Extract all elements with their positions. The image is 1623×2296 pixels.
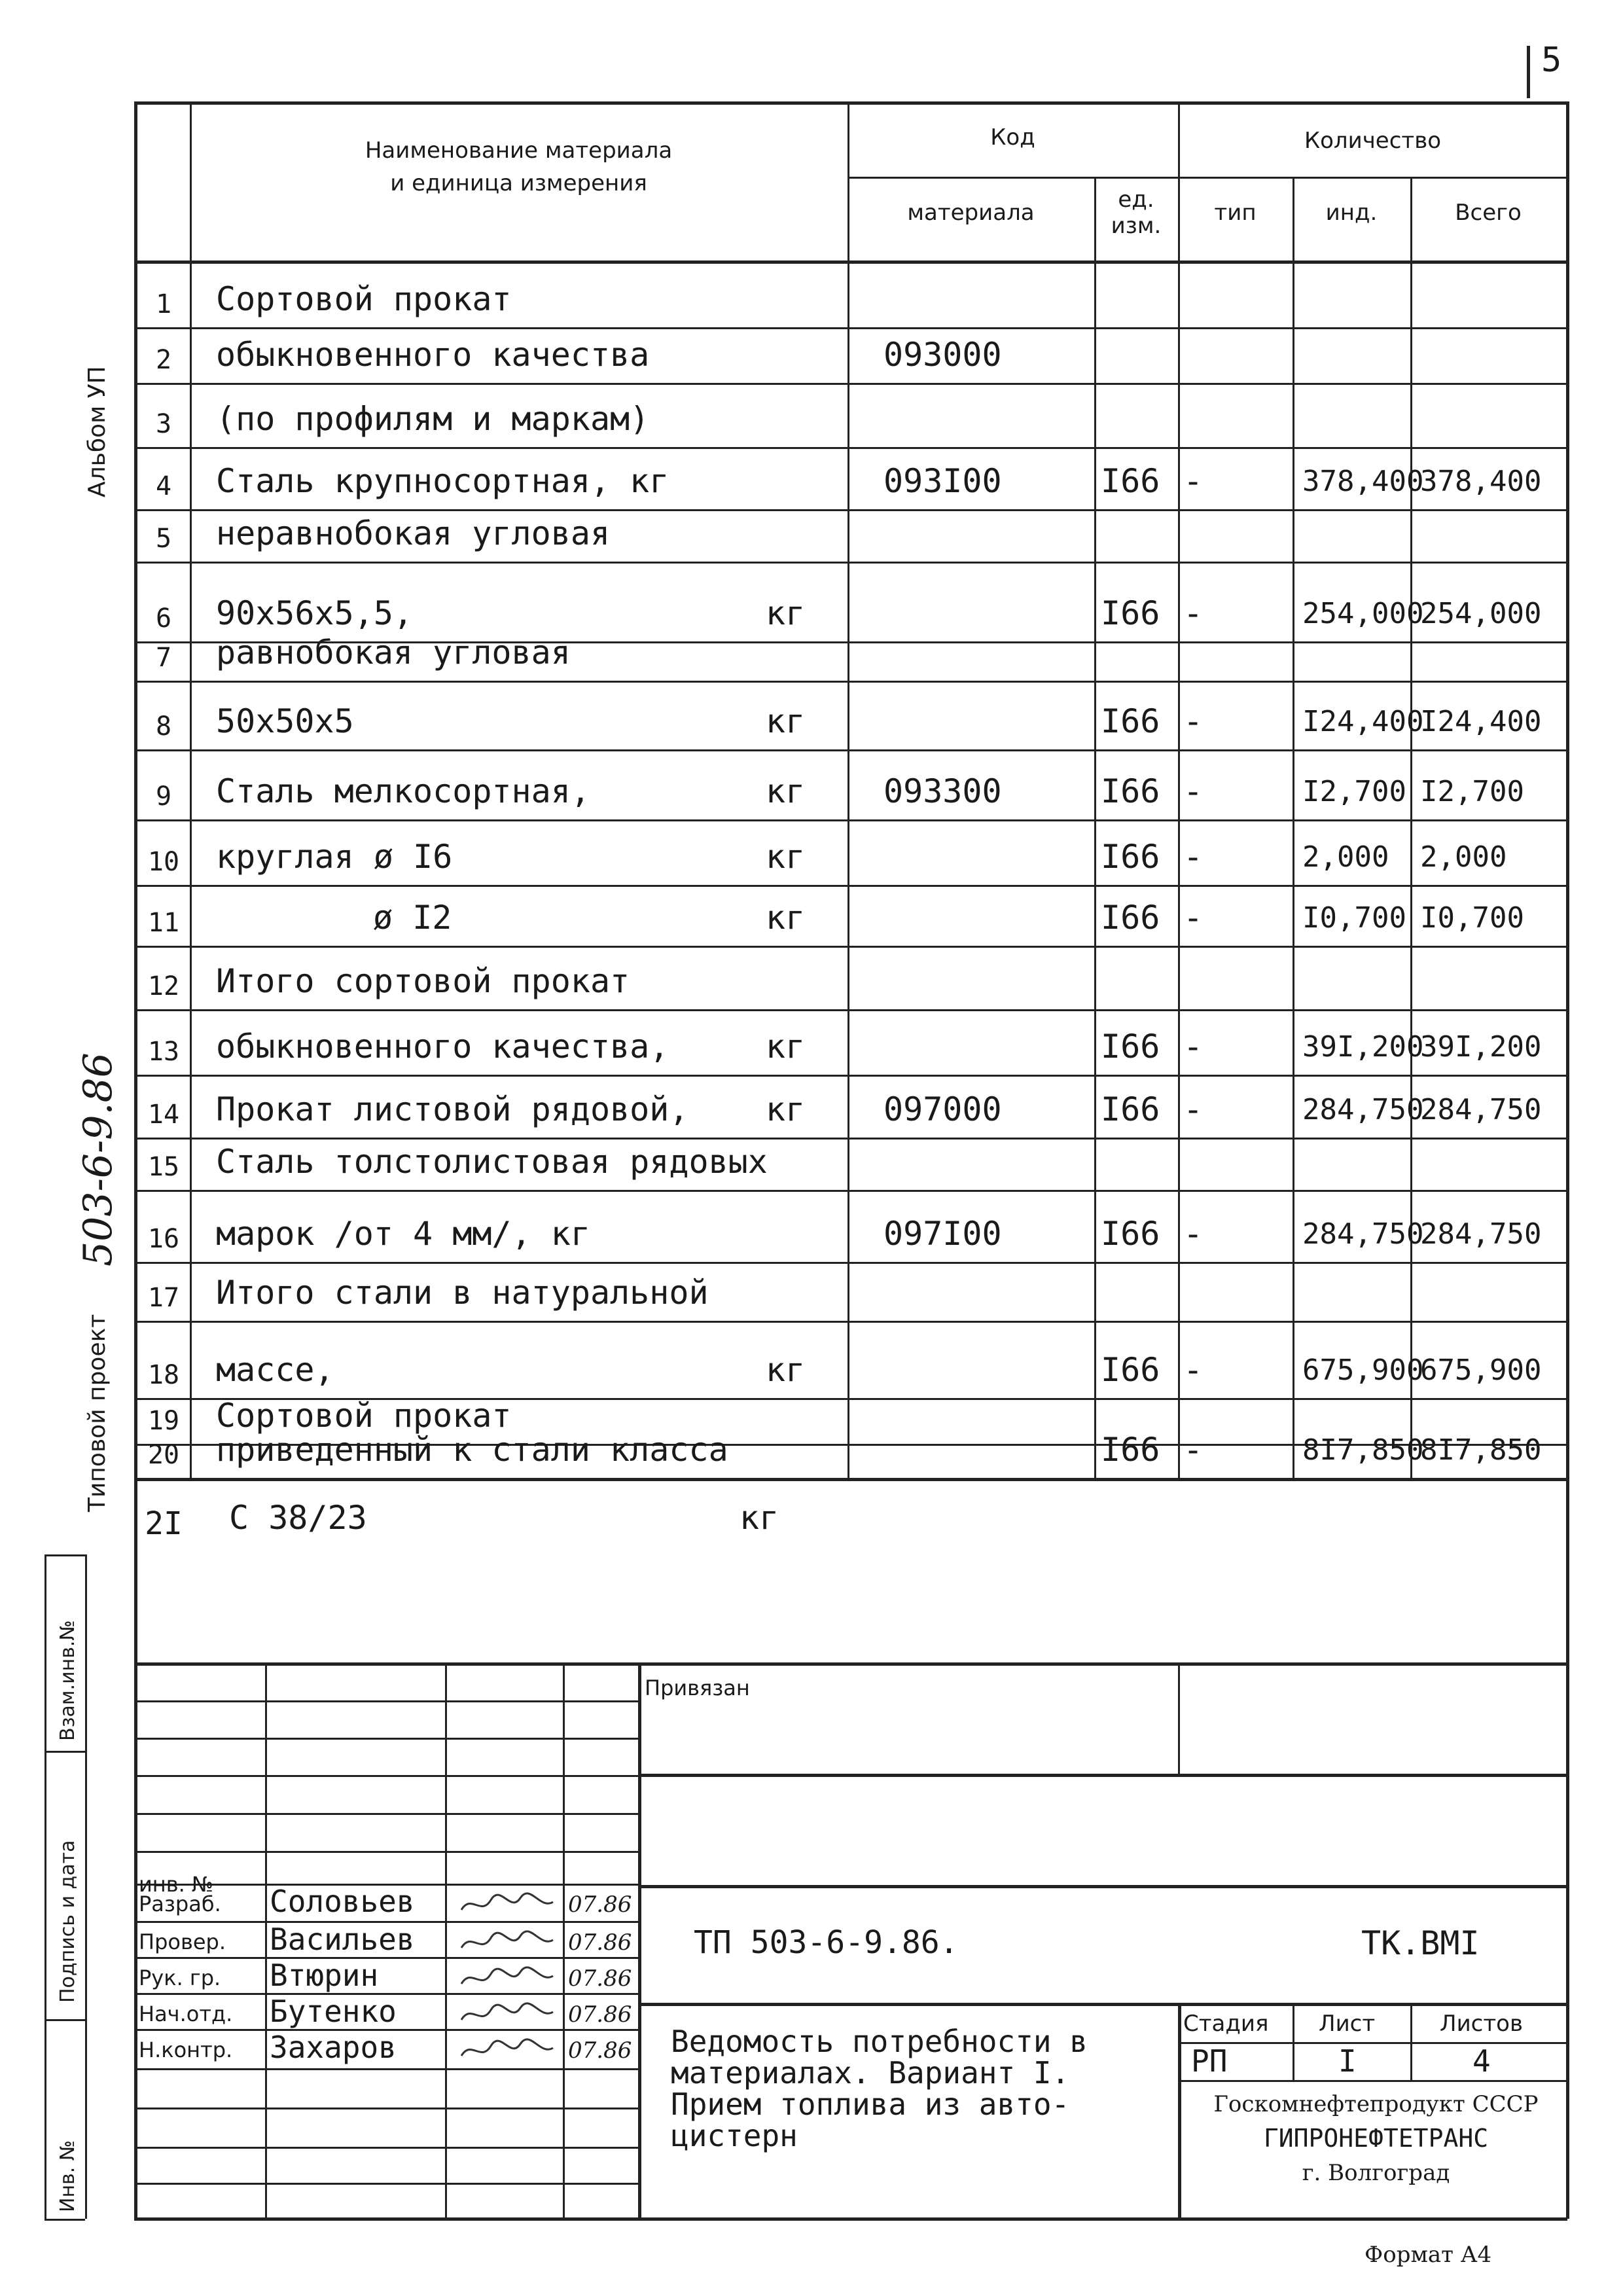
org-ministry: Госкомнефтепродукт СССР: [1213, 2091, 1539, 2117]
row-material-name: Сталь крупносортная, кг: [216, 462, 669, 500]
row-unit-code: I66: [1101, 1215, 1160, 1253]
row-ind: 254,000: [1302, 597, 1424, 630]
privyazan-label: Привязан: [645, 1676, 750, 1700]
row-material-name: обыкновенного качества,: [216, 1028, 669, 1066]
row-unit-code: I66: [1101, 838, 1160, 876]
row-number: 13: [147, 1037, 180, 1067]
row-divider: [134, 1138, 1567, 1139]
role-person-name: Втюрин: [270, 1958, 379, 1993]
col-num-line: [190, 101, 192, 1479]
col-ind-line: [1410, 177, 1412, 1479]
row-unit-code: I66: [1101, 594, 1160, 632]
stamp-code-top: [638, 1885, 1567, 1888]
role-label: Разраб.: [139, 1892, 221, 1916]
table-right: [1566, 101, 1569, 2219]
row21-unit: кг: [740, 1499, 779, 1537]
row-unit-code: I66: [1101, 1431, 1160, 1469]
row-ind: 675,900: [1302, 1354, 1424, 1387]
row-divider: [134, 885, 1567, 887]
row-divider: [134, 509, 1567, 511]
row-material-name: 90x56x5,5,: [216, 594, 414, 632]
row-typ: -: [1183, 594, 1204, 632]
row-number: 12: [147, 971, 180, 1001]
sig-col-1: [265, 1662, 267, 2219]
role-label: Рук. гр.: [139, 1965, 221, 1990]
sheet-label: Лист: [1319, 2011, 1376, 2037]
stamp-grid-line: [134, 2068, 638, 2070]
row-ind: 284,750: [1302, 1093, 1424, 1126]
sheet-value: I: [1338, 2043, 1357, 2079]
row-unit-text: кг: [766, 1351, 806, 1389]
margin-box-left: [45, 1554, 46, 2219]
row-unit-text: кг: [766, 1028, 806, 1066]
row-material-name: Сортовой прокат: [216, 1397, 512, 1435]
row-divider: [134, 1075, 1567, 1077]
stamp-left-sep: [638, 1662, 641, 2219]
row-typ: -: [1183, 702, 1204, 740]
role-label: Нач.отд.: [139, 2001, 233, 2026]
org-institute: ГИПРОНЕФТЕТРАНС: [1263, 2124, 1489, 2153]
stamp-stage-line2: [1178, 2080, 1567, 2082]
stamp-top: [134, 1662, 1567, 1666]
row-unit-text: кг: [766, 1090, 806, 1128]
row-material-name: (по профилям и маркам): [216, 400, 650, 438]
row-number: 7: [155, 643, 172, 673]
row-material-name: Сортовой прокат: [216, 280, 512, 318]
row-number: 11: [147, 908, 180, 938]
row-material-name: 50x50x5: [216, 702, 354, 740]
header-material: материала: [907, 200, 1035, 226]
row-number: 20: [147, 1440, 180, 1470]
row-divider: [134, 1009, 1567, 1011]
role-date: 07.86: [568, 2001, 632, 2028]
sig-col-3: [563, 1662, 565, 2219]
row-material-name: ø I2: [373, 899, 452, 937]
row-material-name: Итого стали в натуральной: [216, 1274, 709, 1312]
row-number: 4: [155, 471, 172, 501]
row-total: I2,700: [1420, 775, 1524, 808]
stamp-grid-line: [134, 2147, 638, 2149]
stamp-title-sep: [1178, 2003, 1181, 2219]
row-material-name: Прокат листовой рядовой,: [216, 1090, 689, 1128]
stamp-grid-line: [134, 1851, 638, 1853]
header-bottom: [134, 260, 1567, 264]
row-number: 18: [147, 1360, 180, 1390]
page-number-bar: [1527, 46, 1530, 98]
row-typ: -: [1183, 899, 1204, 937]
row-unit-code: I66: [1101, 772, 1160, 810]
format-label: Формат А4: [1364, 2242, 1492, 2268]
row-total: 2,000: [1420, 840, 1507, 874]
row-number: 16: [147, 1224, 180, 1254]
col-code-line: [847, 101, 849, 1479]
row-number: 3: [155, 409, 172, 439]
row-number: 5: [155, 524, 172, 554]
table-top: [134, 101, 1567, 105]
row-divider: [134, 819, 1567, 821]
stage-value: РП: [1191, 2043, 1228, 2079]
row-unit-text: кг: [766, 899, 806, 937]
row-unit-code: I66: [1101, 1028, 1160, 1066]
role-label: Н.контр.: [139, 2037, 233, 2062]
row-unit-code: I66: [1101, 702, 1160, 740]
stamp-stage-sep1: [1293, 2003, 1294, 2080]
signature-icon: [458, 2036, 556, 2069]
row-material-name: Сталь толстолистовая рядовых: [216, 1143, 768, 1181]
row-material-name: Сталь мелкосортная,: [216, 772, 590, 810]
podpis-label: Подпись и дата: [56, 1840, 79, 2003]
row-material-name: марок /от 4 мм/, кг: [216, 1215, 590, 1253]
role-date: 07.86: [568, 1892, 632, 1918]
row-total: 284,750: [1420, 1217, 1542, 1251]
row-divider: [134, 1262, 1567, 1264]
row-material-name: Итого сортовой прокат: [216, 962, 630, 1000]
header-typ: тип: [1214, 200, 1257, 226]
row-number: 8: [155, 711, 172, 742]
row-ind: I24,400: [1302, 705, 1424, 738]
rows-bottom: [134, 1478, 1567, 1481]
stamp-grid-line: [134, 1813, 638, 1815]
row-number: 17: [147, 1283, 180, 1313]
row-typ: -: [1183, 1351, 1204, 1389]
row-total: 675,900: [1420, 1354, 1542, 1387]
stamp-code-bottom: [638, 2003, 1567, 2006]
signature-icon: [458, 1964, 556, 1997]
row-ind: I2,700: [1302, 775, 1406, 808]
role-date: 07.86: [568, 2037, 632, 2064]
row-total: 284,750: [1420, 1093, 1542, 1126]
row-material-name: неравнобокая угловая: [216, 514, 611, 552]
row21-name: С 38/23: [229, 1499, 367, 1537]
row-typ: -: [1183, 462, 1204, 500]
role-person-name: Захаров: [270, 2030, 397, 2065]
row21-num: 2I: [145, 1505, 183, 1542]
sheets-value: 4: [1472, 2043, 1491, 2079]
row-ind: I0,700: [1302, 901, 1406, 935]
role-person-name: Васильев: [270, 1922, 415, 1957]
inv-label: Инв. №: [56, 2140, 79, 2212]
doc-code: ТП 503-6-9.86.: [694, 1924, 959, 1961]
margin-box-right: [85, 1554, 87, 2219]
row-typ: -: [1183, 772, 1204, 810]
row-unit-text: кг: [766, 838, 806, 876]
signature-icon: [458, 1928, 556, 1961]
row-number: 10: [147, 847, 180, 877]
row-typ: -: [1183, 1215, 1204, 1253]
row-material-name: массе,: [216, 1351, 334, 1389]
stamp-grid-line: [134, 1957, 638, 1959]
row-material-name: обыкновенного качества: [216, 336, 650, 374]
row-number: 14: [147, 1100, 180, 1130]
margin-divider-2: [45, 2019, 85, 2021]
stamp-privyazan-bottom: [638, 1774, 1567, 1777]
row-ind: 39I,200: [1302, 1030, 1424, 1064]
row-divider: [134, 681, 1567, 683]
margin-divider-1: [45, 1751, 85, 1753]
row-material-name: круглая ø I6: [216, 838, 453, 876]
row-total: 254,000: [1420, 597, 1542, 630]
row-material-code: 093I00: [883, 462, 1002, 500]
header-sub-line: [847, 177, 1567, 179]
row-total: I0,700: [1420, 901, 1524, 935]
role-date: 07.86: [568, 1965, 632, 1992]
stamp-grid-line: [134, 1775, 638, 1777]
row-number: 6: [155, 603, 172, 634]
header-unit: ед. изм.: [1111, 187, 1162, 239]
signature-icon: [458, 2000, 556, 2033]
row-divider: [134, 749, 1567, 751]
role-label: Провер.: [139, 1929, 226, 1954]
row-material-code: 097000: [883, 1090, 1002, 1128]
row-unit-code: I66: [1101, 899, 1160, 937]
inv-no-label: инв. №: [139, 1872, 214, 1897]
stamp-privyazan-sep: [1178, 1662, 1180, 1774]
header-code: Код: [990, 124, 1035, 151]
document-title: Ведомость потребности в материалах. Вариант I. Прием топлива из авто- цистерн: [671, 2024, 1088, 2153]
row-material-code: 093300: [883, 772, 1002, 810]
role-person-name: Соловьев: [270, 1884, 415, 1919]
row-material-code: 093000: [883, 336, 1002, 374]
project-label: Типовой проект: [84, 1314, 111, 1512]
signature-icon: [458, 1890, 556, 1923]
header-quantity: Количество: [1304, 128, 1442, 154]
row-divider: [134, 327, 1567, 329]
role-person-name: Бутенко: [270, 1994, 397, 2029]
header-total: Всего: [1455, 200, 1522, 226]
row-divider: [134, 1321, 1567, 1323]
org-city: г. Волгоград: [1302, 2160, 1450, 2186]
row-typ: -: [1183, 1431, 1204, 1469]
stamp-stage-sep2: [1410, 2003, 1412, 2080]
row-ind: 8I7,850: [1302, 1433, 1424, 1467]
row-unit-code: I66: [1101, 1351, 1160, 1389]
row-unit-text: кг: [766, 594, 806, 632]
row-divider: [134, 447, 1567, 449]
stamp-grid-line: [134, 2183, 638, 2185]
margin-box-top: [45, 1554, 85, 1556]
row-total: 8I7,850: [1420, 1433, 1542, 1467]
row-number: 9: [155, 781, 172, 812]
col-typ-line: [1293, 177, 1294, 1479]
row-material-name: равнобокая угловая: [216, 634, 571, 672]
table-bottom: [134, 2217, 1567, 2221]
row-unit-code: I66: [1101, 462, 1160, 500]
row-unit-text: кг: [766, 772, 806, 810]
row-total: 39I,200: [1420, 1030, 1542, 1064]
row-ind: 2,000: [1302, 840, 1389, 874]
row-number: 2: [155, 345, 172, 375]
header-name-col: Наименование материала и единица измерения: [365, 137, 673, 196]
stage-label: Стадия: [1183, 2011, 1269, 2037]
page-number: 5: [1541, 41, 1562, 80]
header-ind: инд.: [1325, 200, 1378, 226]
vzam-label: Взам.инв.№: [56, 1620, 79, 1741]
col-unit-line: [1094, 177, 1096, 1479]
row-typ: -: [1183, 838, 1204, 876]
row-divider: [134, 946, 1567, 948]
row-divider: [134, 562, 1567, 564]
stamp-grid-line: [134, 2108, 638, 2109]
sheets-label: Листов: [1440, 2011, 1524, 2037]
margin-box-bottom: [45, 2219, 85, 2221]
row-total: 378,400: [1420, 465, 1542, 498]
sig-col-2: [445, 1662, 447, 2219]
col-qty-line: [1178, 101, 1180, 1479]
row-number: 1: [155, 289, 172, 319]
row-ind: 378,400: [1302, 465, 1424, 498]
row-material-name: приведенный к стали класса: [216, 1431, 728, 1469]
row-unit-code: I66: [1101, 1090, 1160, 1128]
sheet-code: ТК.ВМI: [1361, 1924, 1480, 1962]
project-code: 503-6-9.86: [75, 1052, 121, 1266]
row-typ: -: [1183, 1090, 1204, 1128]
row-ind: 284,750: [1302, 1217, 1424, 1251]
album-label: Альбом УП: [84, 366, 111, 497]
row-divider: [134, 1190, 1567, 1192]
row-total: I24,400: [1420, 705, 1542, 738]
stamp-stage-line1: [1178, 2042, 1567, 2044]
row-typ: -: [1183, 1028, 1204, 1066]
row-divider: [134, 383, 1567, 385]
row-number: 19: [147, 1406, 180, 1436]
stamp-grid-line: [134, 1700, 638, 1702]
row-unit-text: кг: [766, 702, 806, 740]
role-date: 07.86: [568, 1929, 632, 1956]
row-number: 15: [147, 1152, 180, 1182]
stamp-grid-line: [134, 1738, 638, 1740]
row-material-code: 097I00: [883, 1215, 1002, 1253]
